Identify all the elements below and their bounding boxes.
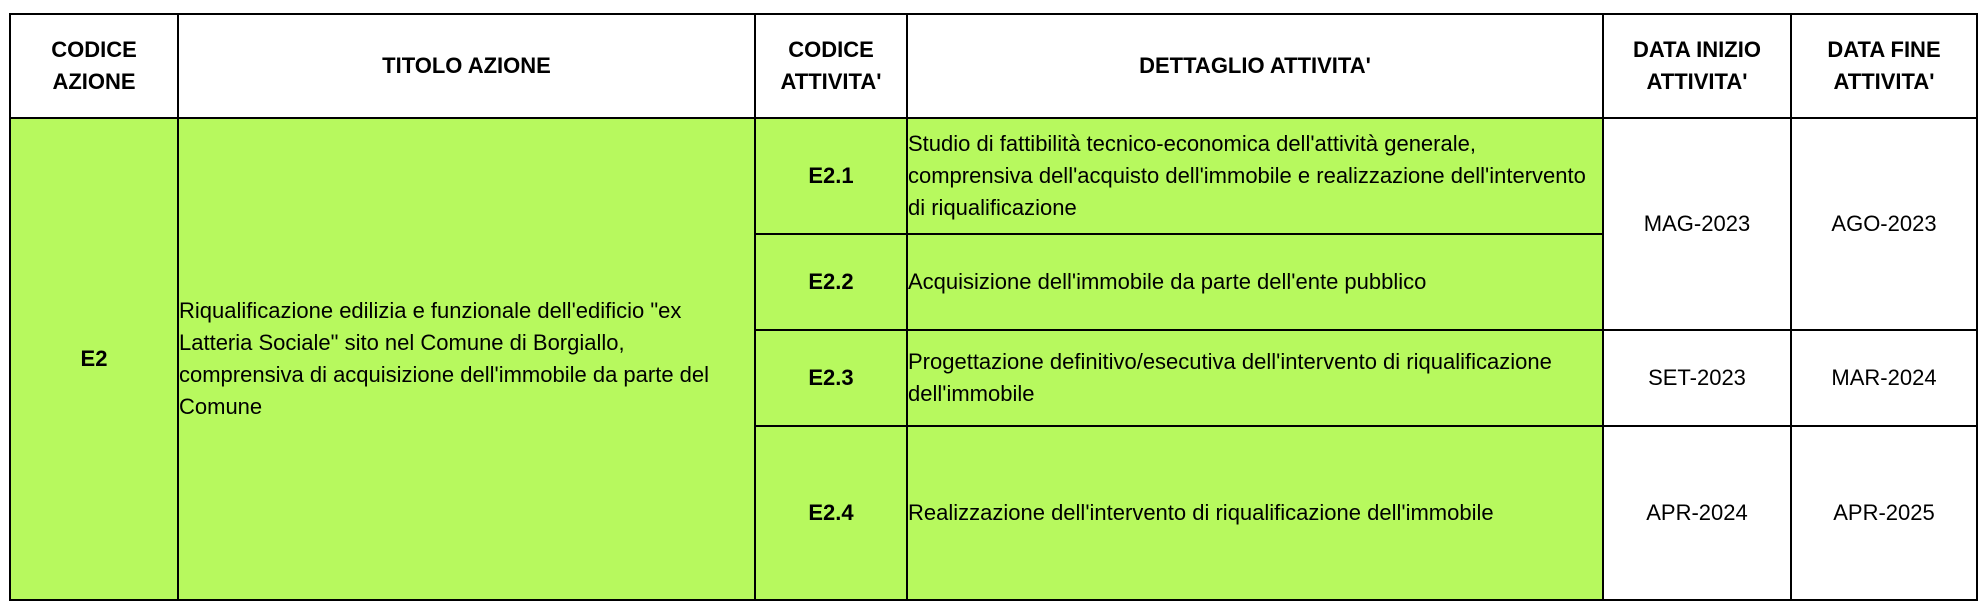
header-codice-azione: CODICE AZIONE bbox=[10, 14, 178, 118]
activity-code: E2.3 bbox=[755, 330, 907, 426]
header-dettaglio-attivita: DETTAGLIO ATTIVITA' bbox=[907, 14, 1603, 118]
header-data-inizio: DATA INIZIO ATTIVITA' bbox=[1603, 14, 1791, 118]
activities-table bbox=[9, 13, 1978, 601]
table-row bbox=[10, 118, 1977, 234]
end-date: AGO-2023 bbox=[1791, 118, 1977, 330]
header-titolo-azione: TITOLO AZIONE bbox=[178, 14, 755, 118]
activity-code: E2.2 bbox=[755, 234, 907, 330]
action-title: Riqualificazione edilizia e funzionale dell'edificio "ex Latteria Sociale" sito nel Comune di Borgiallo, comprensiva di acquisizione dell'immobile da parte del Comune bbox=[178, 118, 755, 600]
header-codice-attivita: CODICE ATTIVITA' bbox=[755, 14, 907, 118]
activity-code: E2.1 bbox=[755, 118, 907, 234]
activity-detail: Progettazione definitivo/esecutiva dell'intervento di riqualificazione dell'immobile bbox=[907, 330, 1603, 426]
activity-code: E2.4 bbox=[755, 426, 907, 600]
start-date: SET-2023 bbox=[1603, 330, 1791, 426]
end-date: APR-2025 bbox=[1791, 426, 1977, 600]
start-date: MAG-2023 bbox=[1603, 118, 1791, 330]
action-code: E2 bbox=[10, 118, 178, 600]
activity-detail: Realizzazione dell'intervento di riqualificazione dell'immobile bbox=[907, 426, 1603, 600]
header-data-fine: DATA FINE ATTIVITA' bbox=[1791, 14, 1977, 118]
start-date: APR-2024 bbox=[1603, 426, 1791, 600]
header-row bbox=[10, 14, 1977, 118]
activity-detail: Acquisizione dell'immobile da parte dell'ente pubblico bbox=[907, 234, 1603, 330]
activity-detail: Studio di fattibilità tecnico-economica dell'attività generale, comprensiva dell'acquisto dell'immobile e realizzazione dell'intervento di riqualificazione bbox=[907, 118, 1603, 234]
end-date: MAR-2024 bbox=[1791, 330, 1977, 426]
